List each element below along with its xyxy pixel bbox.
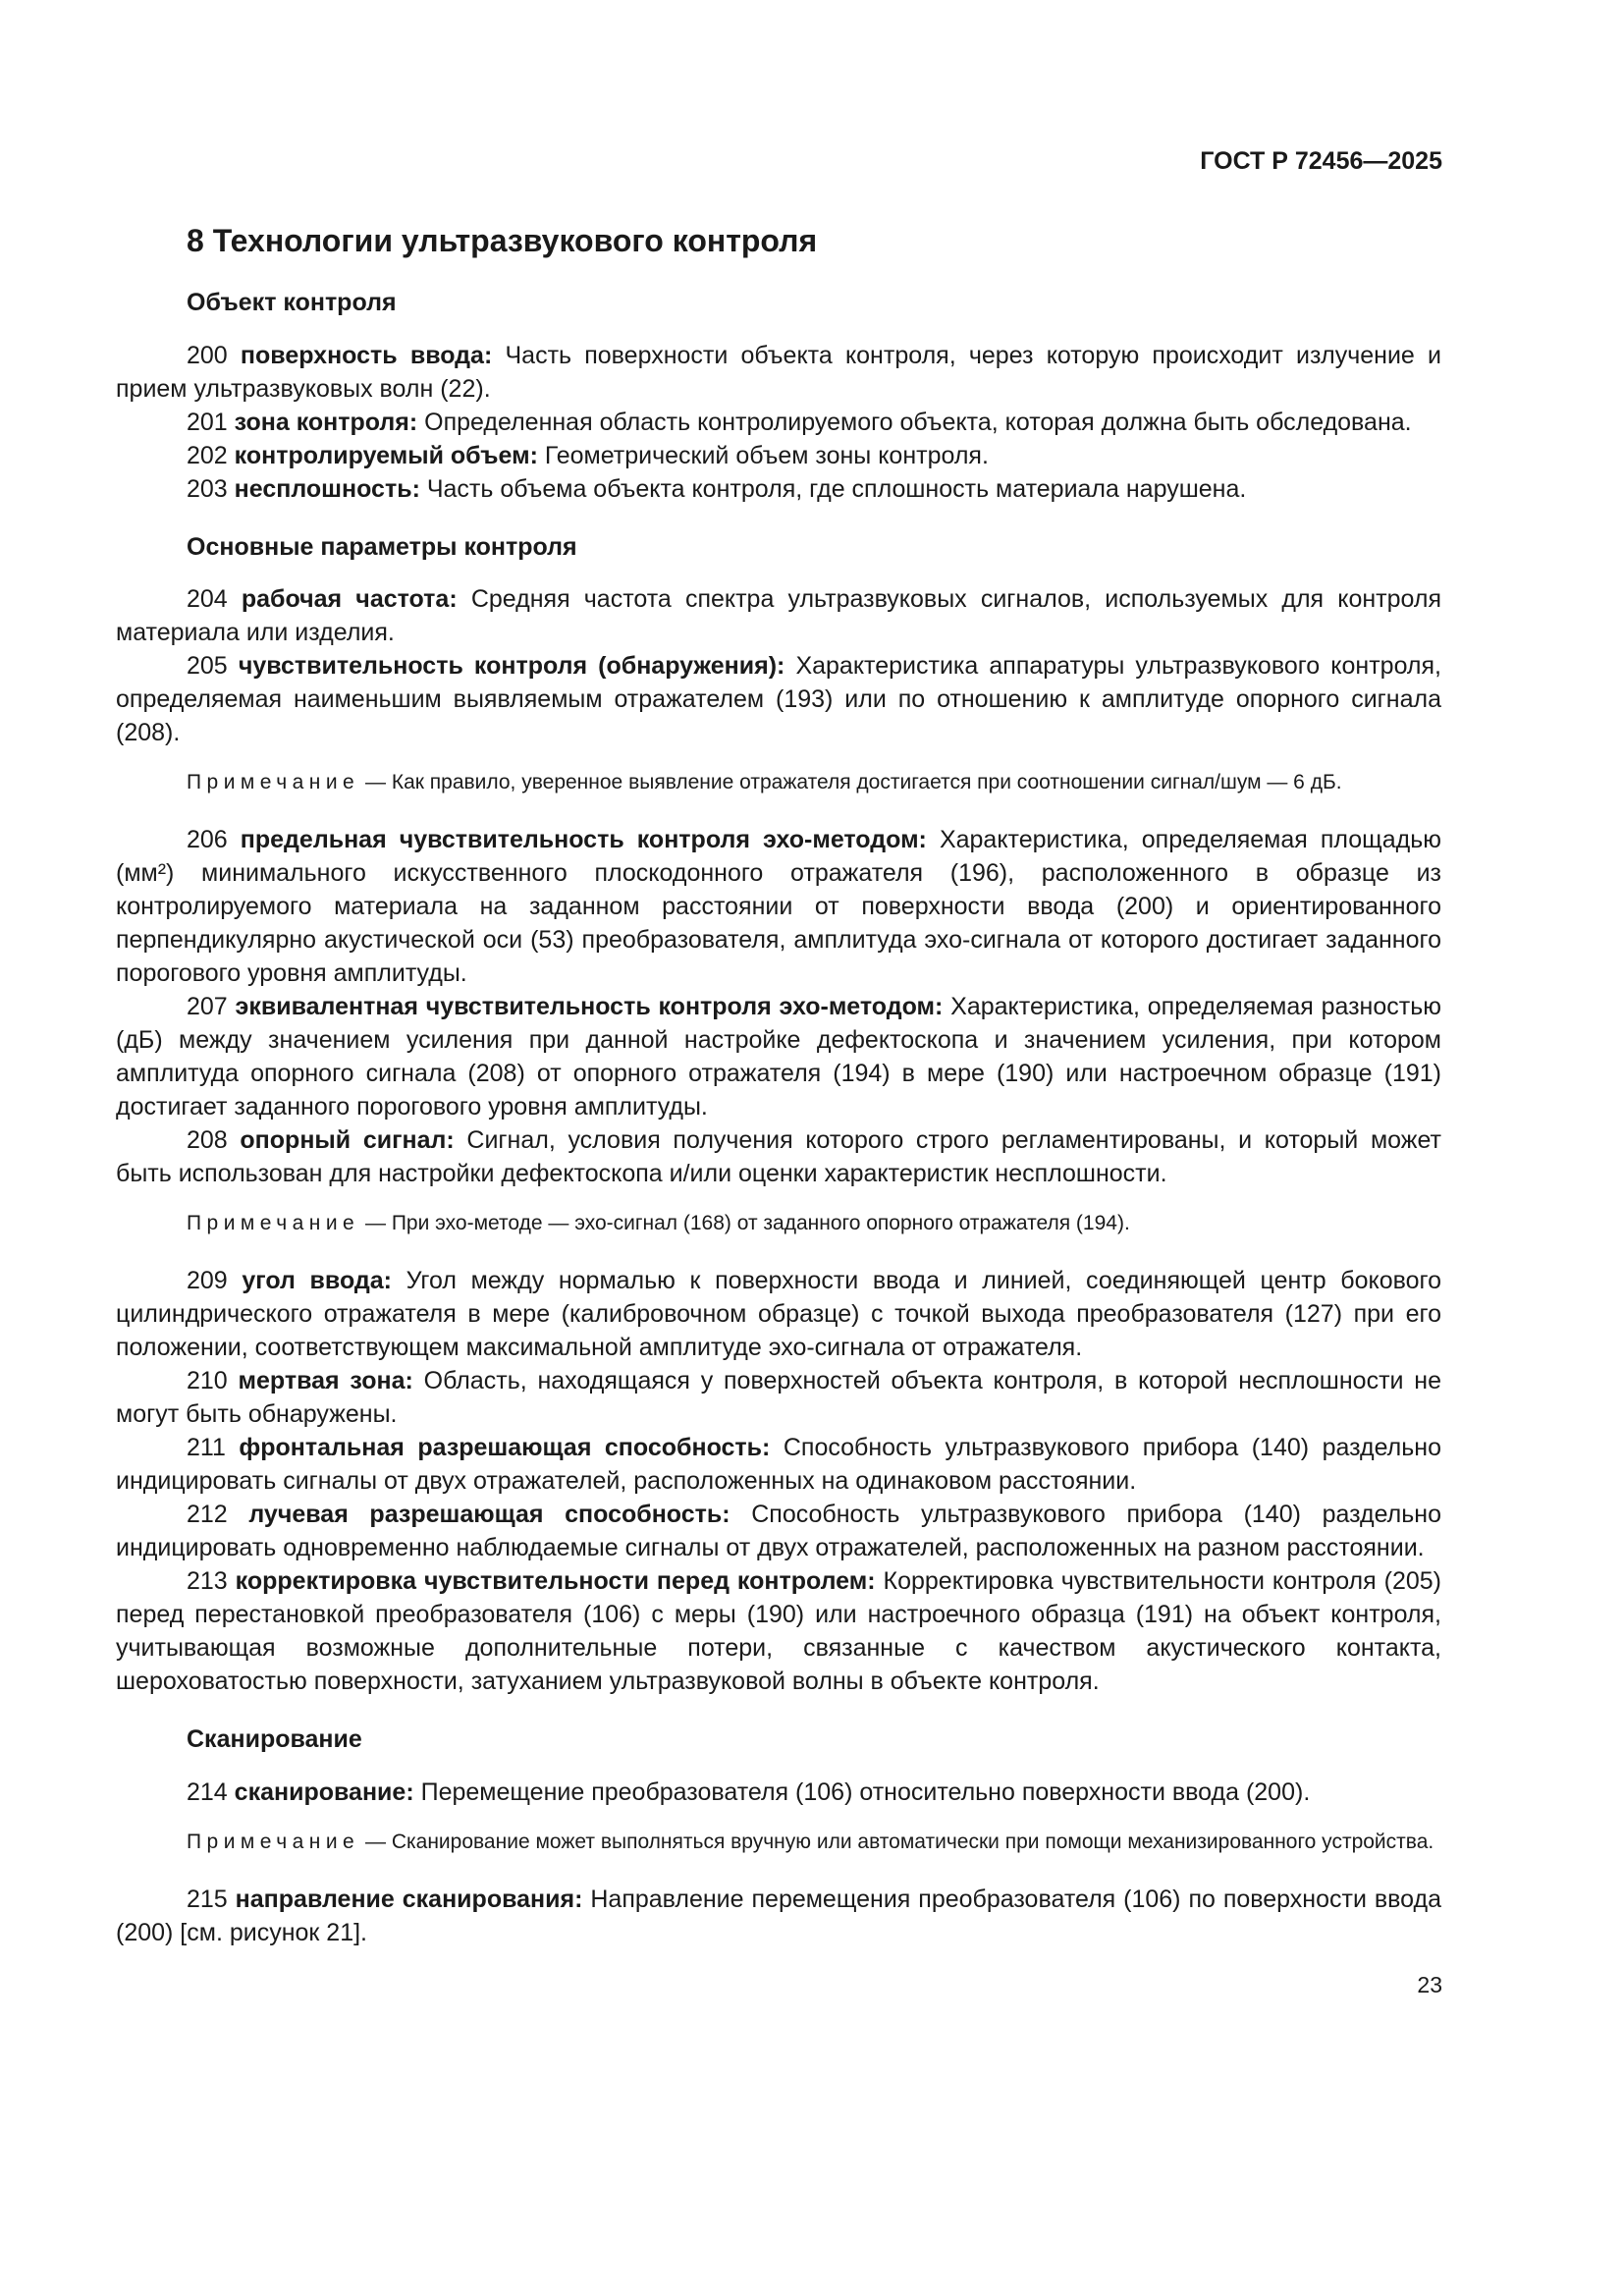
term-entry: [116, 1364, 1441, 1431]
term-definition: Часть объема объекта контроля, где сплошность материала нарушена.: [426, 474, 1247, 503]
term-name: опорный сигнал:: [240, 1126, 455, 1155]
subheading: Объект контроля: [187, 289, 397, 317]
term-entry: [116, 1883, 1441, 1949]
term-name: мертвая зона:: [238, 1367, 413, 1395]
term-definition: Способность ультразвукового прибора (140) раздельно индицировать сигналы от двух отражателей, расположенных на одинаковом расстоянии.: [116, 1434, 1442, 1496]
term-entry: [116, 823, 1441, 990]
page-content: [116, 222, 1441, 1975]
term-definition: Направление перемещения преобразователя (106) по поверхности ввода (200) [см. рисунок 21].: [116, 1885, 1441, 1946]
term-definition: Геометрический объем зоны контроля.: [544, 441, 989, 469]
subheading: Сканирование: [187, 1725, 362, 1754]
term-entry: [116, 1264, 1441, 1364]
subheading: Основные параметры контроля: [187, 532, 577, 561]
term-number: 202: [187, 441, 228, 469]
term-number: 208: [187, 1126, 228, 1155]
term-entry: [116, 339, 1441, 406]
note: [116, 1208, 1441, 1238]
term-number: 200: [187, 341, 228, 369]
term-number: 212: [187, 1501, 228, 1529]
term-name: зона контроля:: [234, 408, 418, 436]
page-number: 23: [1417, 1972, 1442, 1997]
note-label: Примечание: [187, 771, 360, 794]
note-label: Примечание: [187, 1212, 360, 1235]
term-name: угол ввода:: [242, 1267, 392, 1295]
term-entry: [116, 472, 1441, 506]
term-entry: [116, 1498, 1441, 1564]
page-header: ГОСТ Р 72456—2025: [1200, 147, 1442, 175]
section-title: 8 Технологии ультразвукового контроля: [187, 223, 818, 258]
term-entry: [116, 439, 1441, 472]
term-entry: [116, 1564, 1441, 1698]
term-entry: [116, 1123, 1441, 1190]
term-name: эквивалентная чувствительность контроля эхо-методом:: [235, 993, 944, 1021]
term-number: 215: [187, 1885, 228, 1913]
term-definition: Характеристика, определяемая площадью (мм²) минимального искусственного плоскодонного отражателя (196), расположенного в образце из контролируемого материала на заданном расстоянии от поверхности ввода (200) и ориентированного перпендикулярно акустической оси (53) преобразователя, амплитуда эхо-сигнала от которого достигает заданного порогового уровня амплитуды.: [116, 826, 1441, 988]
term-definition: Характеристика аппаратуры ультразвукового контроля, определяемая наименьшим выявляемым отражателем (193) или по отношению к амплитуде опорного сигнала (208).: [116, 652, 1441, 747]
term-number: 213: [187, 1567, 228, 1596]
term-number: 211: [187, 1434, 226, 1462]
term-number: 209: [187, 1267, 228, 1295]
term-name: фронтальная разрешающая способность:: [239, 1434, 771, 1462]
term-entry: [116, 582, 1441, 649]
term-definition: Сигнал, условия получения которого строго регламентированы, и который может быть использован для настройки дефектоскопа и/или оценки характеристик несплошности.: [116, 1126, 1441, 1188]
term-entry: [116, 1776, 1441, 1809]
term-name: лучевая разрешающая способность:: [248, 1501, 730, 1529]
term-entry: [116, 649, 1441, 749]
term-name: направление сканирования:: [235, 1885, 583, 1913]
term-name: предельная чувствительность контроля эхо-методом:: [240, 826, 927, 854]
term-definition: Средняя частота спектра ультразвуковых сигналов, используемых для контроля материала или изделия.: [116, 585, 1441, 647]
term-entry: [116, 1431, 1441, 1498]
term-number: 203: [187, 474, 228, 503]
term-name: поверхность ввода:: [240, 341, 493, 369]
term-definition: Определенная область контролируемого объекта, которая должна быть обследована.: [424, 408, 1412, 436]
term-list: [116, 287, 1441, 1949]
term-name: корректировка чувствительности перед контролем:: [235, 1567, 876, 1596]
note-text: — При эхо-методе — эхо-сигнал (168) от заданного опорного отражателя (194).: [365, 1212, 1130, 1235]
note: [116, 767, 1441, 797]
term-name: несплошность:: [234, 474, 420, 503]
term-entry: [116, 990, 1441, 1123]
term-number: 214: [187, 1777, 228, 1806]
term-definition: Часть поверхности объекта контроля, через которую происходит излучение и прием ультразвуковых волн (22).: [116, 341, 1441, 403]
term-definition: Характеристика, определяемая разностью (дБ) между значением усиления при данной настройке дефектоскопа и значением усиления, при котором амплитуда опорного сигнала (208) от опорного отражателя (194) в мере (190) или настроечном образце (191) достигает заданного порогового уровня амплитуды.: [116, 993, 1441, 1121]
note-label: Примечание: [187, 1830, 360, 1853]
term-definition: Область, находящаяся у поверхностей объекта контроля, в которой несплошности не могут быть обнаружены.: [116, 1367, 1441, 1429]
note: [116, 1827, 1441, 1857]
term-number: 207: [187, 993, 228, 1021]
term-entry: [116, 406, 1441, 439]
term-number: 201: [187, 408, 228, 436]
term-definition: Способность ультразвукового прибора (140) раздельно индицировать одновременно наблюдаемые сигналы от двух отражателей, расположенных на разном расстоянии.: [116, 1501, 1441, 1562]
term-name: рабочая частота:: [241, 585, 458, 614]
note-text: — Как правило, уверенное выявление отражателя достигается при соотношении сигнал/шум — 6 дБ.: [365, 771, 1342, 794]
term-number: 204: [187, 585, 228, 614]
term-number: 206: [187, 826, 228, 854]
term-name: контролируемый объем:: [234, 441, 538, 469]
term-definition: Корректировка чувствительности контроля (205) перед перестановкой преобразователя (106) с меры (190) или настроечного образца (191) на объект контроля, учитывающая возможные дополнительные потери, связанные с качеством акустического контакта, шероховатостью поверхности, затуханием ультразвуковой волны в объекте контроля.: [116, 1567, 1441, 1696]
term-definition: Перемещение преобразователя (106) относительно поверхности ввода (200).: [420, 1777, 1311, 1806]
term-number: 210: [187, 1367, 228, 1395]
term-number: 205: [187, 652, 228, 681]
term-name: сканирование:: [234, 1777, 414, 1806]
note-text: — Сканирование может выполняться вручную или автоматически при помощи механизированного устройства.: [365, 1830, 1434, 1853]
term-definition: Угол между нормалью к поверхности ввода и линией, соединяющей центр бокового цилиндрического отражателя в мере (калибровочном образце) с точкой выхода преобразователя (127) при его положении, соответствующем максимальной амплитуде эхо-сигнала от отражателя.: [116, 1267, 1442, 1362]
term-name: чувствительность контроля (обнаружения):: [238, 652, 785, 681]
